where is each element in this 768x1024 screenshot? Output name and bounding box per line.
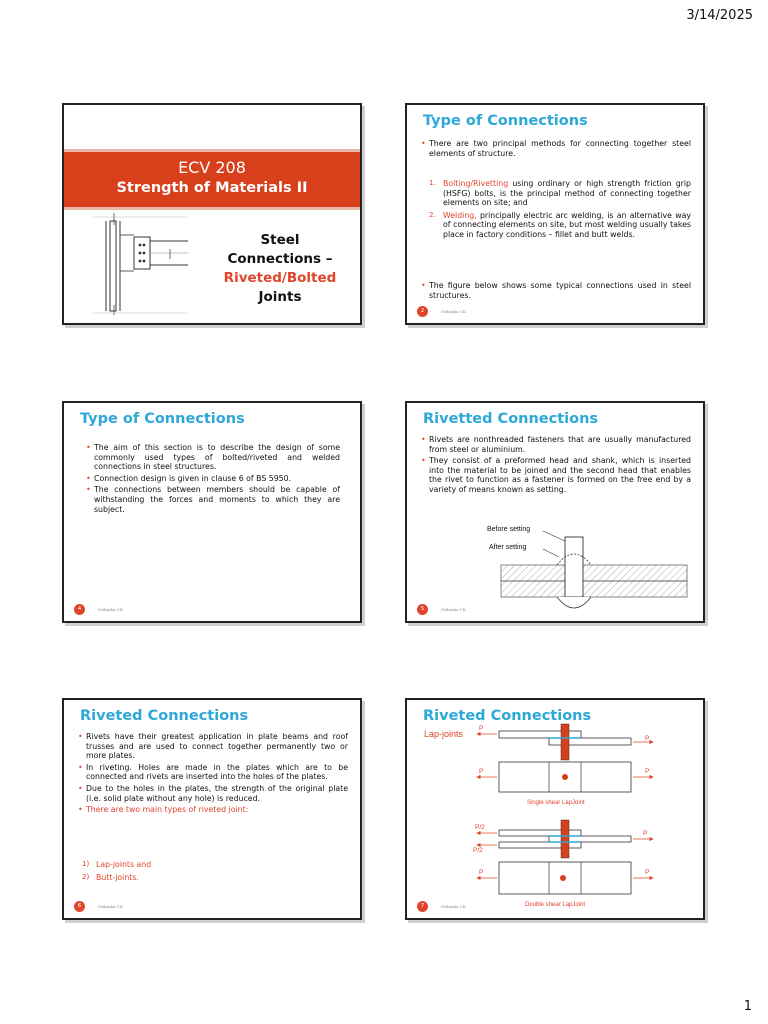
slide-subtitle: [212, 231, 348, 307]
subtitle-line-3: Riveted/Bolted: [223, 270, 337, 286]
slide-heading: Type of Connections: [80, 411, 245, 427]
slide-footer: Githinku CK: [441, 309, 466, 314]
force-label: P: [479, 768, 484, 775]
slide-number-badge: 6: [74, 901, 85, 912]
method-item-bolting: 1. Bolting/Rivetting using ordinary or high strength friction grip (HSFG) bolts, is the principal method of connecting together elements on site; and: [429, 179, 691, 208]
intro-list: [421, 139, 691, 160]
beam-column-connection-figure: [84, 211, 194, 317]
force-label: P: [645, 768, 650, 775]
page-number: 1: [743, 999, 752, 1014]
slide-riveted-connections-2[interactable]: [405, 698, 705, 920]
force-label: P: [645, 869, 650, 876]
half-force-label: P/2: [473, 847, 483, 854]
half-force-label: P/2: [475, 824, 485, 831]
bullet-list: [78, 732, 348, 817]
slide-heading: Riveted Connections: [423, 708, 592, 724]
course-title: Strength of Materials II: [116, 180, 308, 196]
method-item-welding: 2. Welding, principally electric arc welding, is an alternative way of connecting elements on site, but most welding usually takes place in factory conditions – fillet and butt welds.: [429, 210, 691, 239]
bullet-item: • The connections between members should be capable of withstanding the forces and moments to which they are subject.: [86, 485, 340, 514]
bullet-list: [86, 443, 340, 516]
joint-type-lap: 1) Lap-joints and: [82, 860, 152, 869]
lap-joints-label: Lap-joints: [424, 729, 464, 739]
bullet-item-joint-types: • There are two main types of riveted joint:: [78, 805, 348, 815]
subtitle-line-4: Joints: [258, 289, 302, 305]
force-label: P: [643, 830, 648, 837]
slide-rivetted-connections[interactable]: [405, 401, 705, 623]
subtitle-line-2: Connections –: [227, 251, 333, 267]
band-bottom-stripe: [64, 207, 360, 210]
slide-number-badge: 2: [417, 306, 428, 317]
joint-type-butt: 2) Butt-joints.: [82, 872, 139, 882]
slide-heading: Rivetted Connections: [423, 411, 599, 427]
print-date: 3/14/2025: [686, 8, 753, 23]
rivet-setting-figure: [487, 523, 689, 613]
slide-number-badge: 7: [417, 901, 428, 912]
label-after-setting: After setting: [489, 544, 527, 551]
slide-footer: Githinku CK: [98, 904, 123, 909]
bullet-item: • The aim of this section is to describe the design of some commonly used types of bolted/riveted and welded connections in steel structures.: [86, 443, 340, 472]
force-label: P: [479, 869, 484, 876]
slide-number-badge: 4: [74, 604, 85, 615]
slide-title[interactable]: [62, 103, 362, 325]
title-band: [64, 152, 360, 207]
slide-type-of-connections-2[interactable]: [62, 401, 362, 623]
force-label: P: [479, 725, 484, 732]
force-label: P: [645, 735, 650, 742]
bullet-item: • In riveting. Holes are made in the plates which are to be connected and rivets are inserted into the holes of the plates.: [78, 763, 348, 782]
bullet-item: • Due to the holes in the plates, the strength of the original plate (i.e. solid plate without any hole) is reduced.: [78, 784, 348, 803]
caption-double-shear: Double shear LapJoint: [525, 902, 586, 908]
bullet-item: • They consist of a preformed head and shank, which is inserted into the material to be joined and the second head that enables the rivet to function as a fastener is formed on the free end by a variety of means known as setting.: [421, 456, 691, 494]
slide-number-badge: 5: [417, 604, 428, 615]
bullet-item: • Connection design is given in clause 6 of BS 5950.: [86, 474, 340, 484]
subtitle-line-1: Steel: [260, 232, 300, 248]
slide-footer: Githinku CK: [441, 607, 466, 612]
slide-heading: Type of Connections: [423, 113, 588, 129]
outro-list: [421, 281, 691, 302]
joint-types-list: [82, 860, 348, 885]
lap-joint-figure: [407, 700, 703, 918]
slide-footer: Githinku CK: [98, 607, 123, 612]
slide-type-of-connections-1[interactable]: [405, 103, 705, 325]
bullet-item: • Rivets are nonthreaded fasteners that are usually manufactured from steel or aluminium.: [421, 435, 691, 454]
intro-bullet: • There are two principal methods for connecting together steel elements of structure.: [421, 139, 691, 158]
course-code: ECV 208: [178, 158, 246, 177]
caption-single-shear: Single shear LapJoint: [527, 800, 585, 806]
slide-riveted-connections-1[interactable]: [62, 698, 362, 920]
slide-footer: Githinku CK: [441, 904, 466, 909]
methods-list: [429, 179, 691, 243]
outro-bullet: • The figure below shows some typical connections used in steel structures.: [421, 281, 691, 300]
bullet-item: • Rivets have their greatest application in plate beams and roof trusses and are used to connect together permanently two or more plates.: [78, 732, 348, 761]
bullet-list: [421, 435, 691, 497]
label-before-setting: Before setting: [487, 526, 531, 533]
slide-heading: Riveted Connections: [80, 708, 249, 724]
